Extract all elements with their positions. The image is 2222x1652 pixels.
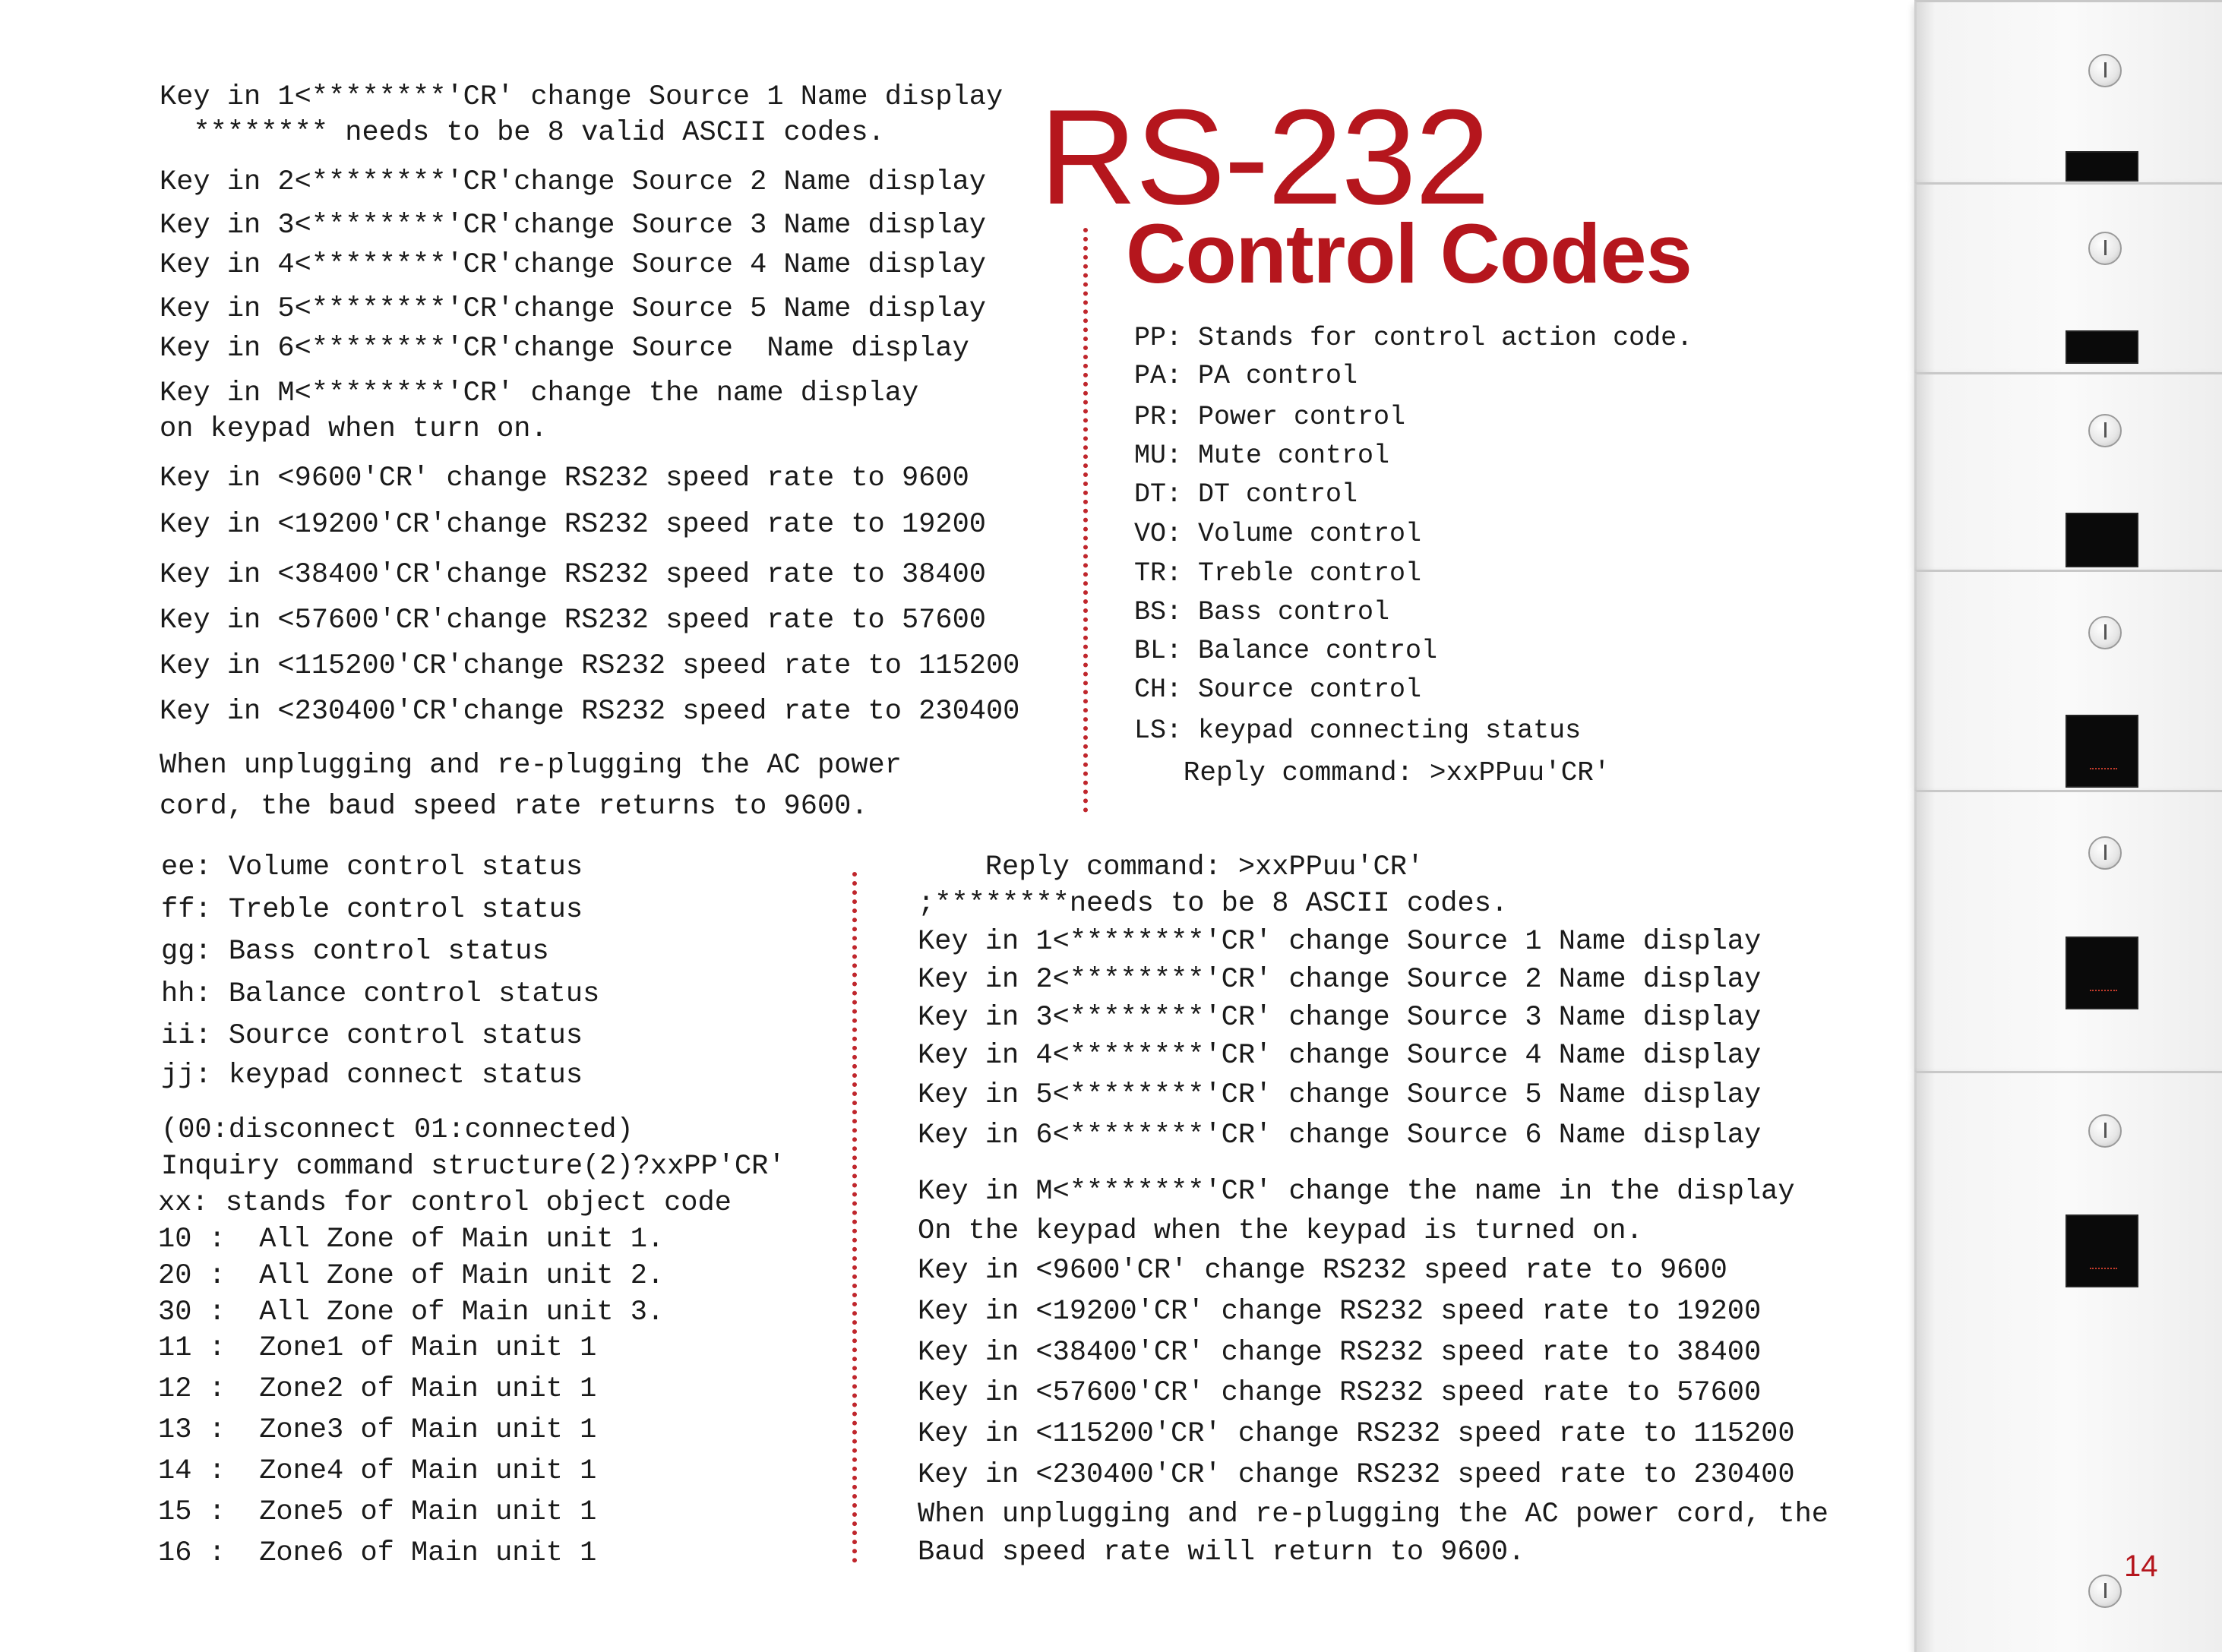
text-line: Key in M<********'CR' change the name in the display <box>918 1176 1795 1208</box>
list-item: CH: Source control <box>1134 674 1422 705</box>
text-line: Key in <38400'CR'change RS232 speed rate to 38400 <box>160 559 986 591</box>
text-line: jj: keypad connect status <box>161 1060 583 1091</box>
list-item: DT: DT control <box>1134 479 1358 510</box>
list-item: VO: Volume control <box>1134 519 1422 549</box>
text-line: Key in 4<********'CR'change Source 4 Name display <box>160 249 986 281</box>
text-line: Key in 1<********'CR' change Source 1 Name display <box>918 926 1762 958</box>
text-line: cord, the baud speed rate returns to 9600. <box>160 791 868 823</box>
keypad-button-icon <box>2088 1114 2122 1148</box>
text-line: ii: Source control status <box>161 1020 583 1052</box>
keypad-button-icon <box>2088 1575 2122 1608</box>
text-line: Key in 4<********'CR' change Source 4 Name display <box>918 1040 1762 1072</box>
list-item: PA: PA control <box>1134 361 1358 391</box>
text-line: Key in 6<********'CR'change Source Name display <box>160 333 969 365</box>
text-line: ee: Volume control status <box>161 851 583 883</box>
text-line: Key in <230400'CR'change RS232 speed rate to 230400 <box>160 696 1020 728</box>
text-line: ff: Treble control status <box>161 894 583 926</box>
text-line: Key in 5<********'CR'change Source 5 Name display <box>160 293 986 325</box>
text-line: Key in <57600'CR'change RS232 speed rate to 57600 <box>160 605 986 636</box>
keypad-photo-strip <box>1914 0 2222 1652</box>
text-line: 13 : Zone3 of Main unit 1 <box>158 1414 597 1446</box>
text-line: hh: Balance control status <box>161 978 600 1010</box>
text-line: 16 : Zone6 of Main unit 1 <box>158 1537 597 1569</box>
text-line: Reply command: >xxPPuu'CR' <box>918 851 1424 883</box>
text-line: Key in 2<********'CR' change Source 2 Name display <box>918 964 1762 996</box>
text-line: Key in 1<********'CR' change Source 1 Name display <box>160 81 1004 113</box>
text-line: (00:disconnect 01:connected) <box>161 1114 634 1146</box>
keypad-panel <box>1914 182 2222 372</box>
text-line: Key in <19200'CR' change RS232 speed rate to 19200 <box>918 1296 1762 1328</box>
keypad-panel <box>1914 1071 2222 1652</box>
keypad-button-icon <box>2088 836 2122 870</box>
keypad-display <box>2066 513 2138 567</box>
text-line: 14 : Zone4 of Main unit 1 <box>158 1455 597 1487</box>
text-line: Key in <230400'CR' change RS232 speed rate to 230400 <box>918 1459 1795 1491</box>
keypad-display <box>2066 937 2138 1009</box>
list-item: MU: Mute control <box>1134 441 1390 471</box>
keypad-panel <box>1914 0 2222 182</box>
keypad-button-icon <box>2088 616 2122 649</box>
text-line: Key in 2<********'CR'change Source 2 Name display <box>160 166 986 198</box>
text-line: Key in 5<********'CR' change Source 5 Name display <box>918 1079 1762 1111</box>
text-line: 10 : All Zone of Main unit 1. <box>158 1224 665 1256</box>
text-line: gg: Bass control status <box>161 936 549 968</box>
text-line: xx: stands for control object code <box>158 1187 732 1219</box>
dotted-divider-bottom <box>852 872 857 1563</box>
dotted-divider-top <box>1083 228 1088 813</box>
page-title: RS-232 <box>1039 81 1489 232</box>
keypad-display <box>2066 330 2138 364</box>
list-item: LS: keypad connecting status <box>1134 715 1582 746</box>
list-item: PR: Power control <box>1134 402 1406 432</box>
keypad-button-icon <box>2088 54 2122 87</box>
keypad-panel <box>1914 570 2222 790</box>
keypad-display <box>2066 715 2138 788</box>
text-line: Key in <9600'CR' change RS232 speed rate to 9600 <box>918 1255 1727 1287</box>
list-item: BL: Balance control <box>1134 636 1438 666</box>
keypad-panel <box>1914 372 2222 570</box>
keypad-display <box>2066 1215 2138 1287</box>
keypad-button-icon <box>2088 232 2122 265</box>
reply-command: Reply command: >xxPPuu'CR' <box>1134 757 1610 788</box>
text-line: Key in <19200'CR'change RS232 speed rate to 19200 <box>160 509 986 541</box>
text-line: On the keypad when the keypad is turned on. <box>918 1215 1643 1247</box>
text-line: 30 : All Zone of Main unit 3. <box>158 1297 665 1328</box>
text-line: 15 : Zone5 of Main unit 1 <box>158 1496 597 1528</box>
text-line: on keypad when turn on. <box>160 413 548 445</box>
text-line: Inquiry command structure(2)?xxPP'CR' <box>161 1151 785 1183</box>
text-line: 11 : Zone1 of Main unit 1 <box>158 1332 597 1364</box>
text-line: Key in <57600'CR' change RS232 speed rate to 57600 <box>918 1377 1762 1409</box>
text-line: 12 : Zone2 of Main unit 1 <box>158 1373 597 1405</box>
text-line: Key in M<********'CR' change the name display <box>160 377 919 409</box>
text-line: 20 : All Zone of Main unit 2. <box>158 1260 665 1292</box>
text-line: Key in 3<********'CR' change Source 3 Name display <box>918 1002 1762 1034</box>
keypad-panel <box>1914 790 2222 1071</box>
text-line: Key in 3<********'CR'change Source 3 Name display <box>160 210 986 242</box>
text-line: ******** needs to be 8 valid ASCII codes. <box>160 117 885 149</box>
keypad-button-icon <box>2088 414 2122 447</box>
text-line: When unplugging and re-plugging the AC power cord, the <box>918 1499 1828 1530</box>
text-line: When unplugging and re-plugging the AC power <box>160 750 902 782</box>
text-line: Key in <115200'CR'change RS232 speed rate to 115200 <box>160 650 1020 682</box>
page-subtitle: Control Codes <box>1126 207 1692 301</box>
text-line: Key in 6<********'CR' change Source 6 Name display <box>918 1120 1762 1151</box>
page-number: 14 <box>2124 1549 2158 1583</box>
text-line: Key in <9600'CR' change RS232 speed rate to 9600 <box>160 463 969 494</box>
list-item: TR: Treble control <box>1134 558 1422 589</box>
list-item: PP: Stands for control action code. <box>1134 323 1693 353</box>
text-line: Baud speed rate will return to 9600. <box>918 1537 1525 1568</box>
list-item: BS: Bass control <box>1134 597 1390 627</box>
text-line: ;********needs to be 8 ASCII codes. <box>918 888 1509 920</box>
keypad-display <box>2066 151 2138 182</box>
text-line: Key in <38400'CR' change RS232 speed rate to 38400 <box>918 1337 1762 1369</box>
text-line: Key in <115200'CR' change RS232 speed rate to 115200 <box>918 1418 1795 1450</box>
